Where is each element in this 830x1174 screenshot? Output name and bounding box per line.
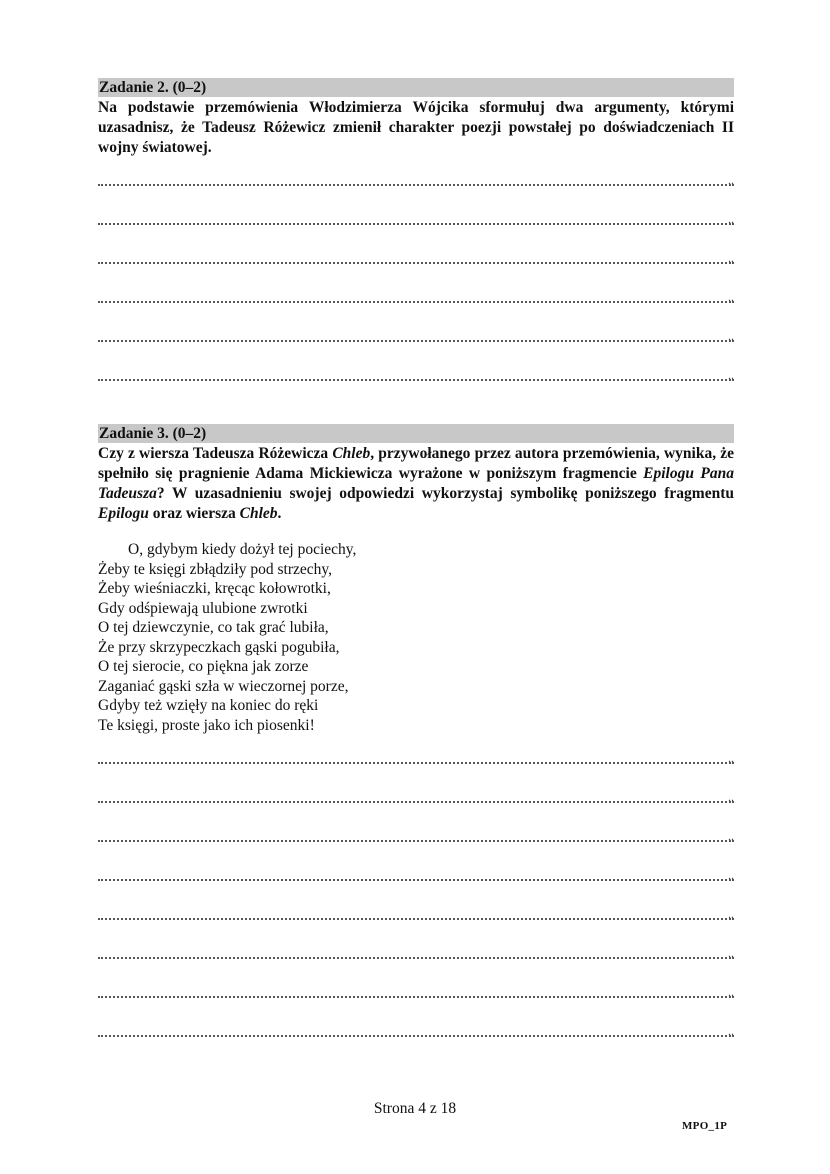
task-2 — [98, 78, 734, 158]
task-3-answer-area[interactable] — [98, 758, 734, 1038]
answer-line[interactable] — [98, 180, 734, 186]
answer-line[interactable] — [98, 1031, 734, 1037]
answer-line[interactable] — [98, 258, 734, 264]
verse-line: Żeby te księgi zbłądziły pod strzechy, — [98, 560, 332, 578]
verse-line: Żeby wieśniaczki, kręcąc kołowrotki, — [98, 580, 331, 597]
page-number: Strona 4 z 18 — [373, 1100, 457, 1117]
answer-line[interactable] — [98, 992, 734, 998]
answer-line[interactable] — [98, 219, 734, 225]
answer-line[interactable] — [98, 875, 734, 881]
answer-line[interactable] — [98, 914, 734, 920]
task-3-header: Zadanie 3. (0–2) — [98, 424, 734, 443]
verse-line: Że przy skrzypeczkach gąski pogubiła, — [98, 638, 340, 656]
verse-line: Te księgi, proste jako ich piosenki! — [98, 716, 315, 734]
task-2-prompt: Na podstawie przemówienia Włodzimierza Wójcika sformułuj dwa argumenty, którymi uzasadnisz, że Tadeusz Różewicz zmienił charakter poezji powstałej po doświadczeniach II wojny światowej. — [98, 99, 734, 156]
verse-line: Gdy odśpiewają ulubione zwrotki — [98, 599, 308, 617]
task-2-answer-area[interactable] — [98, 180, 734, 390]
answer-line[interactable] — [98, 758, 734, 764]
verse-line: O tej sierocie, co piękna jak zorze — [98, 658, 309, 675]
verse-line: Zaganiać gąski szła w wieczornej porze, — [98, 677, 349, 695]
task-3-prompt: Czy z wiersza Tadeusza Różewicza Chleb, przywołanego przez autora przemówienia, wynika, że spełniło się pragnienie Adama Mickiewicza wyrażone w poniższym fragmencie Epilogu Pana Tadeusza? W uzasadnieniu swojej odpowiedzi wykorzystaj symbolikę poniższego fragmentu Epilogu oraz wiersza Chleb. — [98, 445, 734, 522]
verse-line: O tej dziewczynie, co tak grać lubiła, — [98, 619, 329, 636]
verse-line: Gdyby też wzięły na koniec do ręki — [98, 697, 319, 714]
task-2-header: Zadanie 2. (0–2) — [98, 78, 734, 97]
epilog-verse — [98, 540, 356, 735]
answer-line[interactable] — [98, 797, 734, 803]
answer-line[interactable] — [98, 953, 734, 959]
answer-line[interactable] — [98, 375, 734, 381]
verse-line: O, gdybym kiedy dożył tej pociechy, — [128, 541, 357, 558]
answer-line[interactable] — [98, 836, 734, 842]
exam-code: MPO_1P — [682, 1120, 728, 1132]
answer-line[interactable] — [98, 297, 734, 303]
answer-line[interactable] — [98, 336, 734, 342]
task-3 — [98, 424, 734, 524]
